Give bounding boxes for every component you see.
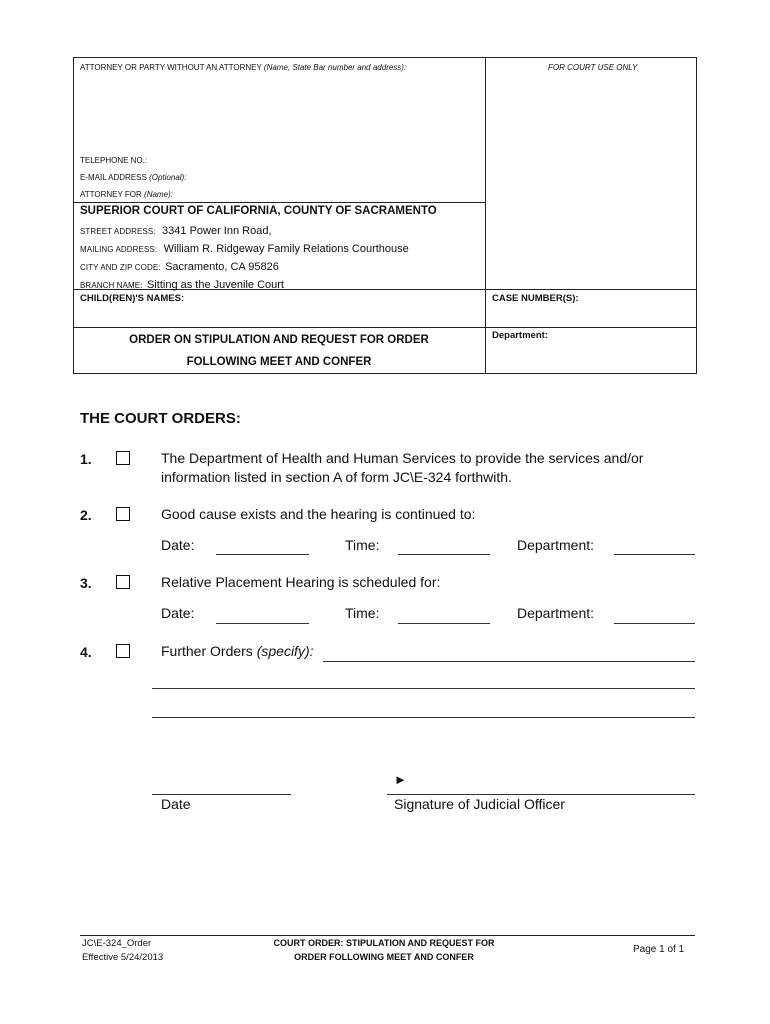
mailing-address-row <box>80 239 409 257</box>
item-4-label: Further Orders <box>161 643 253 659</box>
email-label-text: E-MAIL ADDRESS <box>80 173 147 182</box>
case-number-label: CASE NUMBER(S): <box>492 293 579 304</box>
signature-date-label: Date <box>161 796 191 812</box>
footer-effective-date: Effective 5/24/2013 <box>82 952 164 963</box>
footer-form-id: JC\E-324_Order <box>82 938 152 949</box>
item-2-date-field[interactable] <box>216 554 309 555</box>
telephone-label: TELEPHONE NO.: <box>80 156 148 165</box>
item-4-number: 4. <box>80 644 92 660</box>
item-4-checkbox[interactable] <box>116 644 130 658</box>
email-hint: (Optional): <box>149 173 187 182</box>
court-orders-heading: THE COURT ORDERS: <box>80 410 241 427</box>
city-zip-value: Sacramento, CA 95826 <box>165 261 279 273</box>
signature-label: Signature of Judicial Officer <box>394 796 565 812</box>
attorney-label <box>80 63 406 72</box>
item-3-date-field[interactable] <box>216 623 309 624</box>
mailing-address-label: MAILING ADDRESS: <box>80 245 158 254</box>
item-2-time-field[interactable] <box>398 554 490 555</box>
further-orders-line-3[interactable] <box>152 717 695 718</box>
item-3-date-label: Date: <box>161 605 195 621</box>
branch-name-row <box>80 275 284 293</box>
item-4-text <box>161 643 314 659</box>
footer-page-number: Page 1 of 1 <box>633 944 685 955</box>
item-2-date-label: Date: <box>161 537 195 553</box>
email-label <box>80 173 186 182</box>
item-3-number: 3. <box>80 575 92 591</box>
further-orders-line-2[interactable] <box>152 688 695 689</box>
item-3-department-field[interactable] <box>614 623 695 624</box>
city-zip-label: CITY AND ZIP CODE: <box>80 263 161 272</box>
item-2-time-label: Time: <box>345 537 380 553</box>
footer-title-line1: COURT ORDER: STIPULATION AND REQUEST FOR <box>273 938 495 948</box>
signature-field[interactable] <box>387 794 695 795</box>
attorney-hint: (Name, State Bar number and address): <box>263 63 407 72</box>
branch-name-label: BRANCH NAME: <box>80 281 143 290</box>
item-2-department-label: Department: <box>517 537 595 553</box>
attorney-for-hint: (Name): <box>144 190 173 199</box>
signature-arrow-icon: ► <box>394 772 407 787</box>
court-name: SUPERIOR COURT OF CALIFORNIA, COUNTY OF SACRAMENTO <box>80 205 437 217</box>
attorney-for-label <box>80 190 173 199</box>
item-1-text-line2: information listed in section A of form JC\E-324 forthwith. <box>161 469 512 485</box>
footer-title-line2: ORDER FOLLOWING MEET AND CONFER <box>294 952 474 962</box>
branch-name-value: Sitting as the Juvenile Court <box>147 279 284 291</box>
item-3-department-label: Department: <box>517 605 595 621</box>
item-3-time-field[interactable] <box>398 623 490 624</box>
item-2-department-field[interactable] <box>614 554 695 555</box>
item-2-checkbox[interactable] <box>116 507 130 521</box>
court-use-label: FOR COURT USE ONLY <box>548 63 638 72</box>
caption-department-label: Department: <box>492 330 548 341</box>
item-3-time-label: Time: <box>345 605 380 621</box>
street-address-label: STREET ADDRESS: <box>80 227 156 236</box>
mailing-address-value: William R. Ridgeway Family Relations Courthouse <box>163 243 409 255</box>
item-4-hint: (specify): <box>256 643 314 659</box>
item-2-text: Good cause exists and the hearing is continued to: <box>161 506 476 522</box>
city-zip-row <box>80 257 279 275</box>
further-orders-line-1[interactable] <box>323 661 695 662</box>
form-title-line1: ORDER ON STIPULATION AND REQUEST FOR ORDER <box>129 334 429 346</box>
form-title-line2: FOLLOWING MEET AND CONFER <box>186 356 372 368</box>
street-address-row <box>80 221 272 239</box>
item-1-text-line1: The Department of Health and Human Services to provide the services and/or <box>161 450 644 466</box>
item-1-checkbox[interactable] <box>116 451 130 465</box>
item-2-number: 2. <box>80 507 92 523</box>
footer-divider <box>80 935 695 936</box>
item-3-text: Relative Placement Hearing is scheduled for: <box>161 574 441 590</box>
signature-date-field[interactable] <box>152 794 291 795</box>
item-1-number: 1. <box>80 451 92 467</box>
children-names-label: CHILD(REN)'S NAMES: <box>80 293 185 304</box>
item-3-checkbox[interactable] <box>116 575 130 589</box>
street-address-value: 3341 Power Inn Road, <box>162 225 272 237</box>
attorney-for-label-text: ATTORNEY FOR <box>80 190 142 199</box>
attorney-label-text: ATTORNEY OR PARTY WITHOUT AN ATTORNEY <box>80 63 262 72</box>
